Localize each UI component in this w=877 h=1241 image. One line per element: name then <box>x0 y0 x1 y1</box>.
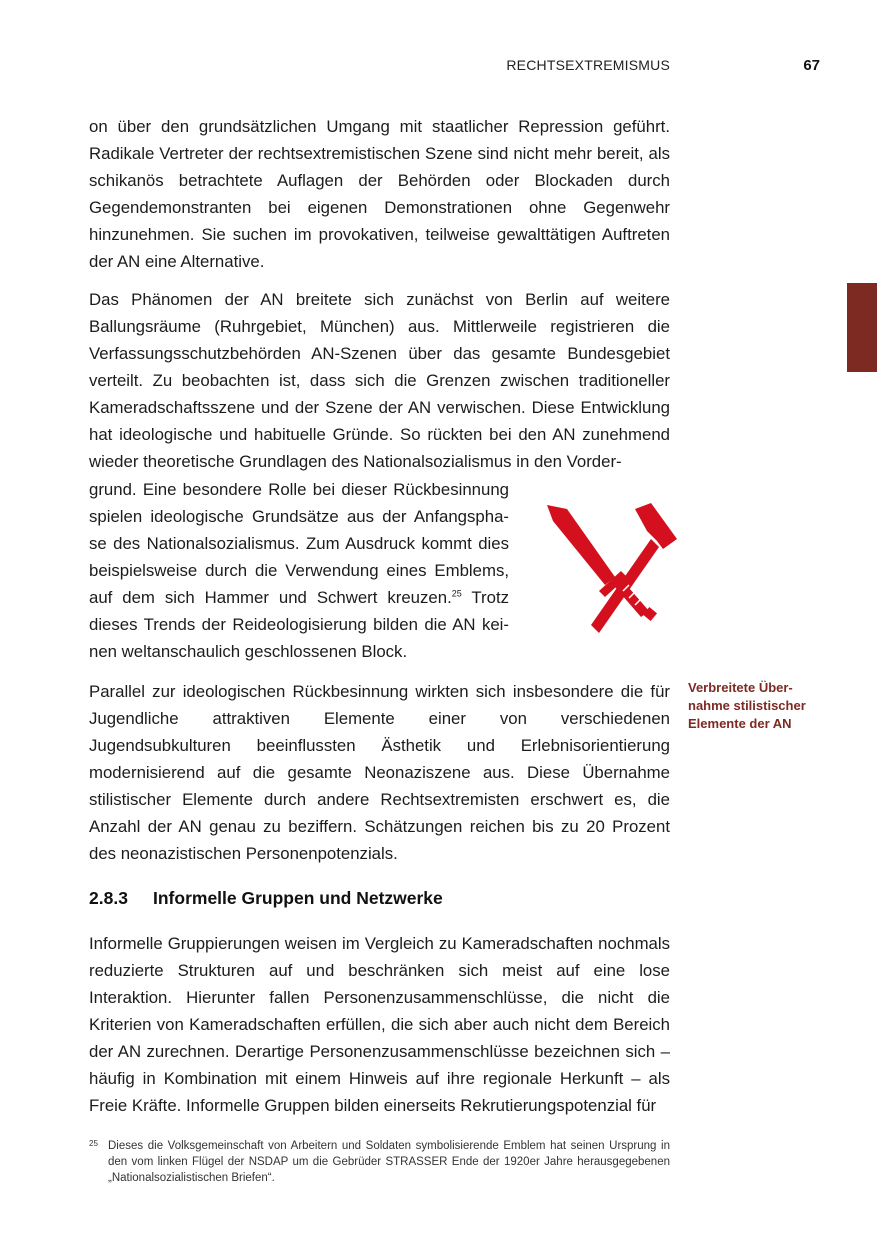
footnote <box>89 1138 670 1186</box>
wrap-line-5-text: auf dem sich Hammer und Schwert kreuzen. <box>89 588 452 607</box>
running-head: RECHTSEXTREMISMUS <box>506 57 670 73</box>
section-title: Informelle Gruppen und Netzwerke <box>153 888 443 908</box>
paragraph-3: Parallel zur ideologischen Rückbesinnung wirkten sich insbesondere die für Jugendliche attraktiven Elemente einer von verschiedenen Jugendsubkulturen beeinflussten Ästhetik und Erlebnisorientierung modernisierend auf die gesamte Neonaziszene aus. Diese Übernahme stilistischer Elemente durch andere Rechtsextremisten erschwert es, die Anzahl der AN genau zu beziffern. Schätzungen reichen bis zu 20 Prozent des neonazistischen Personenpotenzials. <box>89 682 670 863</box>
section-heading <box>89 888 670 909</box>
margin-note-line-2: nahme stilistischer <box>688 698 806 713</box>
footnote-text: Dieses die Volksgemeinschaft von Arbeitern und Soldaten symbolisierende Emblem hat seinen Ursprung in den vom linken Flügel der NSDAP um die Gebrüder STRASSER Ende der 1920er Jahre herausgegebenen „Nationalsozialistischen Briefen“. <box>108 1140 670 1184</box>
wrap-line-4: beispielsweise durch die Verwendung eines Emblems, <box>89 561 509 580</box>
wrap-line-5 <box>89 584 509 611</box>
paragraph-4: Informelle Gruppierungen weisen im Vergleich zu Kameradschaften nochmals reduzierte Strukturen auf und beschränken sich meist auf eine lose Interaktion. Hierunter fallen Personenzusammenschlüsse, die nicht die Kriterien von Kameradschaften erfüllen, die sich aber auch nicht dem Bereich der AN zurechnen. Derartige Personenzusammenschlüsse bezeichnen sich – häufig in Kombination mit einem Hinweis auf ihre regionale Herkunft – als Freie Kräfte. Informelle Gruppen bilden einerseits Rekrutierungspotenzial für <box>89 934 670 1115</box>
paragraph-1: on über den grundsätzlichen Umgang mit staatlicher Repression geführt. Radikale Vertreter der rechtsextremistischen Szene sind nicht mehr bereit, als schikanös betrachtete Auflagen der Behörden oder Blockaden durch Gegendemonstranten bei eigenen Demonstrationen ohne Gegenwehr hinzunehmen. Sie suchen im provokativen, teilweise gewalttätigen Auftreten der AN eine Alternative. <box>89 117 670 271</box>
footnote-number: 25 <box>89 1139 98 1148</box>
margin-note-line-3: Elemente der AN <box>688 716 792 731</box>
footnote-reference[interactable]: 25 <box>451 588 462 599</box>
paragraph-2: Das Phänomen der AN breitete sich zunächst von Berlin auf weitere Ballungsräume (Ruhrgebiet, München) aus. Mittlerweile registrieren die Verfassungsschutzbehörden AN-Szenen über das gesamte Bundesgebiet verteilt. Zu beobachten ist, dass sich die Grenzen zwischen traditioneller Kameradschaftsszene und der Szene der AN verwischen. Diese Entwicklung hat ideologische und habituelle Gründe. So rückten bei den AN zunehmend wieder theoretische Grundlagen des Nationalsozialismus in den Vorder- <box>89 290 670 471</box>
wrap-line-6: dieses Trends der Reideologisierung bilden die AN kei- <box>89 615 509 634</box>
margin-note-line-1: Verbreitete Über- <box>688 680 793 695</box>
wrap-line-3: se des Nationalsozialismus. Zum Ausdruck kommt dies <box>89 534 509 553</box>
page-number: 67 <box>803 57 820 74</box>
wrap-line-2: spielen ideologische Grundsätze aus der Anfangspha- <box>89 507 509 526</box>
section-number: 2.8.3 <box>89 888 128 908</box>
wrap-line-5-end: Trotz <box>461 588 509 607</box>
chapter-thumb-tab <box>847 283 877 372</box>
hammer-sword-emblem-icon <box>541 499 678 639</box>
wrap-line-7: nen weltanschaulich geschlossenen Block. <box>89 642 408 661</box>
wrap-line-1: grund. Eine besondere Rolle bei dieser Rückbesinnung <box>89 480 509 499</box>
margin-note <box>688 679 828 733</box>
